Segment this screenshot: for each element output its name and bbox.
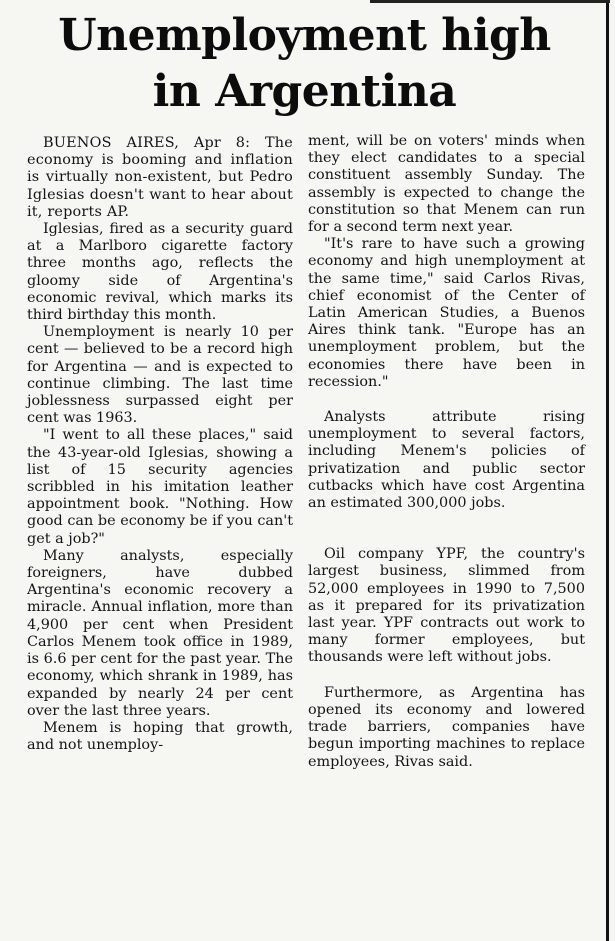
paragraph: "It's rare to have such a growing economy and high unemployment at the same time," said Carlos Rivas, chief economist of the Center of Latin American Studies, a Buenos Aires think tank. "Europe has an unemployment problem, but the economies there have been in recession." [308,236,585,390]
right-column [308,133,585,771]
top-border-rule [370,0,610,3]
paragraph: Unemployment is nearly 10 per cent — believed to be a record high for Argentina — and is expected to continue climbing. The last time joblessness surpassed eight per cent was 1963. [27,324,293,427]
paragraph: Furthermore, as Argentina has opened its economy and lowered trade barriers, companies have begun importing machines to replace employees, Rivas said. [308,684,585,770]
paragraph: "I went to all these places," said the 43-year-old Iglesias, showing a list of 15 security agencies scribbled in his imitation leather appointment book. "Nothing. How good can be economy be if you can't get a job?" [27,427,293,547]
paragraph: Iglesias, fired as a security guard at a Marlboro cigarette factory three months ago, reflects the gloomy side of Argentina's economic revival, which marks its third birthday this month. [27,221,293,324]
paragraph: Menem is hoping that growth, and not unemploy- [27,719,293,754]
headline [0,8,609,120]
left-column [27,135,293,754]
paragraph: Many analysts, especially foreigners, have dubbed Argentina's economic recovery a miracle. Annual inflation, more than 4,900 per cent when President Carlos Menem took office in 1989, is 6.6 per cent for the past year. The economy, which shrank in 1989, has expanded by nearly 24 per cent over the last three years. [27,547,293,719]
headline-line-1: Unemployment high [58,10,551,61]
headline-line-2: in Argentina [152,66,457,117]
paragraph-continued: ment, will be on voters' minds when they elect candidates to a special constituent assembly Sunday. The assembly is expected to change the constitution so that Menem can run for a second term next year. [308,133,585,236]
paragraph: Oil company YPF, the country's largest business, slimmed from 52,000 employees in 1990 to 7,500 as it prepared for its privatization last year. YPF contracts out work to many former employees, but thousands were left without jobs. [308,546,585,666]
paragraph-dateline: BUENOS AIRES, Apr 8: The economy is booming and inflation is virtually non-existent, but Pedro Iglesias doesn't want to hear about it, reports AP. [27,135,293,220]
paragraph: Analysts attribute rising unemployment to several factors, including Menem's policies of privatization and public sector cutbacks which have cost Argentina an estimated 300,000 jobs. [308,409,585,512]
